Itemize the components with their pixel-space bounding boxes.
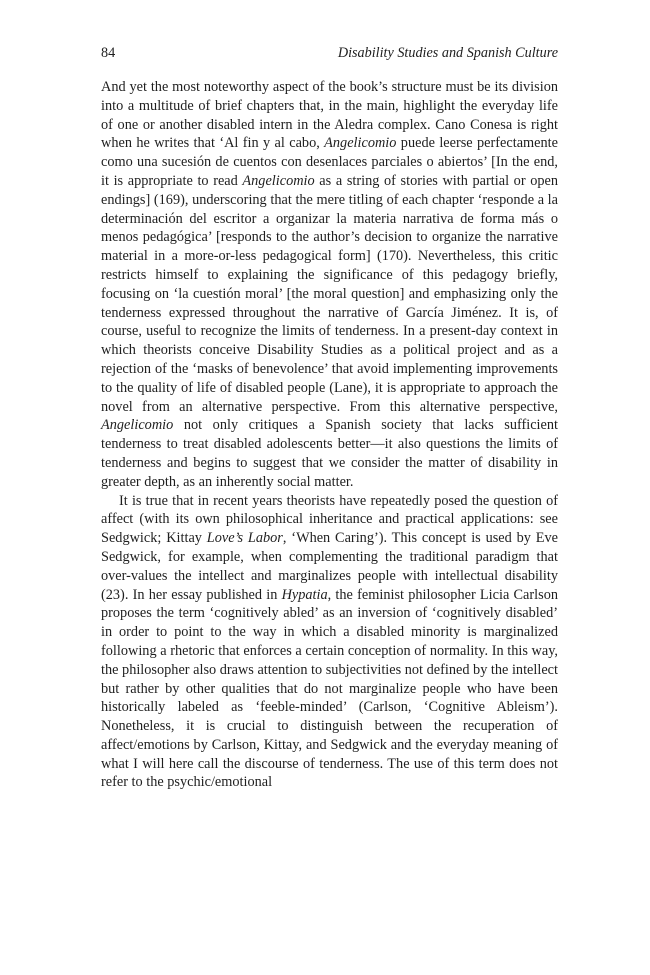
italic-title: Hypatia [281, 586, 328, 603]
italic-title: Angelicomio [242, 172, 315, 189]
text-segment: as a string of stories with partial or open endings] (169), underscoring that the mere titling of each chapter ‘responde a la determinación del escritor a organizar la materia narrativa de forma más o menos pedagógica’ [responds to the author’s decision to organize the narrative material in a more-or-less pedagogical form] (170). Nevertheless, this critic restricts himself to explaining the significance of this pedagogy briefly, focusing on ‘la cuestión moral’ [the moral question] and emphasizing only the tenderness expressed throughout the narrative of García Jiménez. It is, of course, useful to recognize the limits of tenderness. In a present-day context in which theorists conceive Disability Studies as a political project and as a rejection of the ‘masks of benevolence’ that avoid implementing improvements to the quality of life of disabled people (Lane), it is appropriate to approach the novel from an alternative perspective. From this alternative perspective, [101, 172, 558, 415]
page-number: 84 [101, 45, 116, 61]
body-text [101, 78, 558, 792]
running-title: Disability Studies and Spanish Culture [337, 45, 558, 61]
italic-title: Angelicomio [324, 135, 397, 152]
paragraph-2 [101, 492, 558, 793]
text-segment: , the feminist philosopher Licia Carlson proposes the term ‘cognitively abled’ as an inversion of ‘cognitively disabled’ in order to point to the way in which a disabled minority is marginalized following a rhetoric that enforces a certain conception of normality. In this way, the philosopher also draws attention to subjectivities not defined by the intellect but rather by other qualities that do not marginalize people who have been historically labeled as ‘feeble-minded’ (Carlson, ‘Cognitive Ableism’). Nonetheless, it is crucial to distinguish between the recuperation of affect/emotions by Carlson, Kittay, and Sedgwick and the everyday meaning of what I will here call the discourse of tenderness. The use of this term does not refer to the psychic/emotional [101, 586, 558, 791]
text-segment: It is true that in recent years theorists have repeatedly posed the question of affect (with its own philosophical inheritance and practical applications: see Sedgwick; Kittay [101, 492, 558, 547]
text-segment: not only critiques a Spanish society that lacks sufficient tenderness to treat disabled adolescents better—it also questions the limits of tenderness and begins to suggest that we consider the matter of disability in greater depth, as an inherently social matter. [101, 417, 558, 490]
book-page [101, 42, 558, 792]
text-segment: puede leerse perfectamente como una sucesión de cuentos con desenlaces parciales o abiertos’ [In the end, it is appropriate to read [101, 135, 558, 189]
text-segment: , ‘When Caring’). This concept is used by Eve Sedgwick, for example, when complementing the traditional paradigm that over-values the intellect and marginalizes people with intellectual disability (23). In her essay published in [101, 530, 559, 603]
text-segment: And yet the most noteworthy aspect of the book’s structure must be its division into a multitude of brief chapters that, in the main, highlight the everyday life of one or another disabled intern in the Aledra complex. Cano Conesa is right when he writes that ‘Al fin y al cabo, [101, 79, 558, 152]
page-header [101, 42, 558, 64]
italic-title: Love’s Labor [206, 530, 283, 547]
paragraph-1 [101, 78, 558, 492]
italic-title: Angelicomio [101, 417, 174, 434]
